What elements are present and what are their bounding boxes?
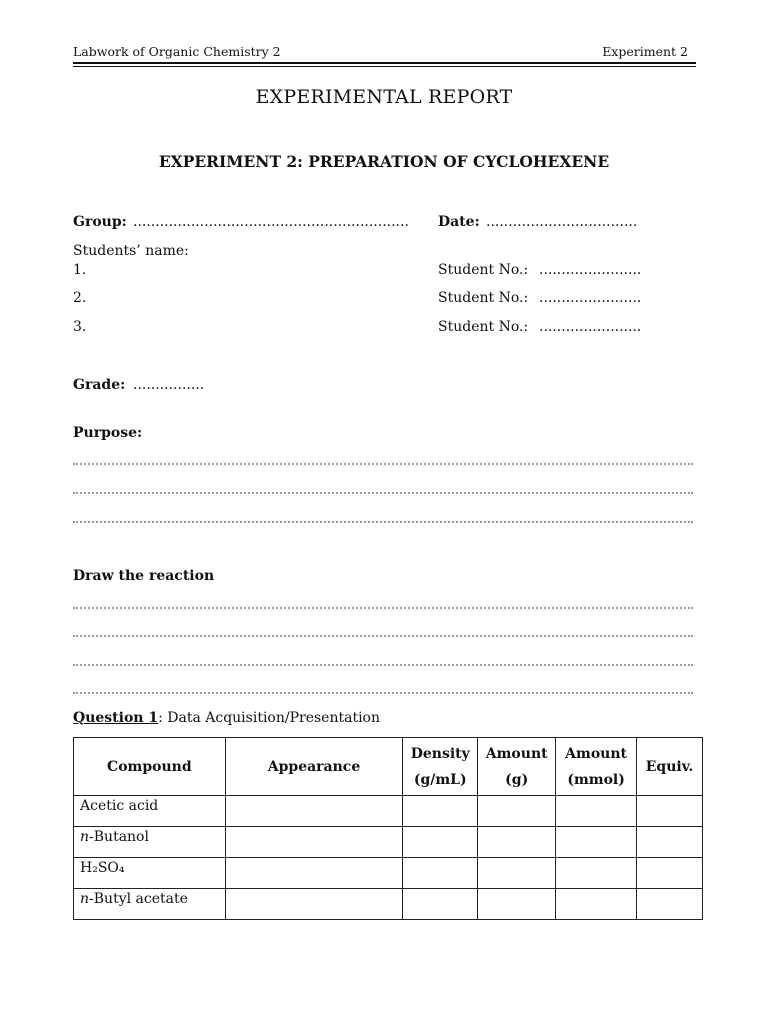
- date-field[interactable]: ..................................: [486, 214, 638, 230]
- course-title: Labwork of Organic Chemistry 2: [73, 44, 281, 59]
- equiv-cell[interactable]: [637, 796, 703, 827]
- column-header-amount-g: Amount (g): [478, 738, 556, 796]
- amount-mmol-cell[interactable]: [556, 889, 637, 920]
- student-number-index: 2.: [73, 290, 87, 306]
- reaction-label: Draw the reaction: [73, 568, 215, 584]
- density-cell[interactable]: [403, 889, 478, 920]
- question-1-text: : Data Acquisition/Presentation: [158, 710, 380, 726]
- compound-cell: H₂SO₄: [74, 858, 226, 889]
- amount-mmol-cell[interactable]: [556, 827, 637, 858]
- student-number-index: 3.: [73, 319, 87, 335]
- reaction-line[interactable]: [73, 664, 693, 666]
- student-no-label: Student No.:: [438, 290, 529, 306]
- column-header-equiv: Equiv.: [637, 738, 703, 796]
- data-table: [73, 737, 703, 920]
- amount-g-cell[interactable]: [478, 889, 556, 920]
- column-header-compound: Compound: [74, 738, 226, 796]
- density-cell[interactable]: [403, 858, 478, 889]
- table-row: [74, 796, 703, 827]
- appearance-cell[interactable]: [225, 889, 403, 920]
- equiv-cell[interactable]: [637, 827, 703, 858]
- column-header-amount-mmol: Amount (mmol): [556, 738, 637, 796]
- students-label: Students’ name:: [73, 243, 189, 259]
- table-row: [74, 889, 703, 920]
- density-cell[interactable]: [403, 827, 478, 858]
- compound-cell: n-Butyl acetate: [74, 889, 226, 920]
- amount-mmol-cell[interactable]: [556, 796, 637, 827]
- student-no-label: Student No.:: [438, 262, 529, 278]
- student-no-field[interactable]: .......................: [539, 290, 642, 306]
- amount-g-cell[interactable]: [478, 858, 556, 889]
- appearance-cell[interactable]: [225, 858, 403, 889]
- reaction-line[interactable]: [73, 692, 693, 694]
- amount-mmol-cell[interactable]: [556, 858, 637, 889]
- header-rule-thin: [73, 66, 696, 67]
- date-label: Date:: [438, 214, 480, 230]
- experiment-title: EXPERIMENT 2: PREPARATION OF CYCLOHEXENE: [158, 152, 610, 171]
- reaction-line[interactable]: [73, 635, 693, 637]
- student-no-label: Student No.:: [438, 319, 529, 335]
- group-label: Group:: [73, 214, 127, 230]
- density-cell[interactable]: [403, 796, 478, 827]
- grade-field[interactable]: ................: [133, 377, 205, 393]
- student-no-field[interactable]: .......................: [539, 262, 642, 278]
- purpose-line[interactable]: [73, 463, 693, 465]
- amount-g-cell[interactable]: [478, 827, 556, 858]
- compound-cell: Acetic acid: [74, 796, 226, 827]
- student-number-index: 1.: [73, 262, 87, 278]
- grade-label: Grade:: [73, 377, 126, 393]
- page-title: EXPERIMENTAL REPORT: [255, 86, 513, 108]
- appearance-cell[interactable]: [225, 796, 403, 827]
- amount-g-cell[interactable]: [478, 796, 556, 827]
- question-1: [73, 710, 380, 726]
- table-row: [74, 858, 703, 889]
- student-no-field[interactable]: .......................: [539, 319, 642, 335]
- table-row: [74, 827, 703, 858]
- reaction-line[interactable]: [73, 607, 693, 609]
- purpose-line[interactable]: [73, 521, 693, 523]
- equiv-cell[interactable]: [637, 889, 703, 920]
- group-field[interactable]: ..............................................................: [133, 214, 409, 230]
- question-1-label: Question 1: [73, 710, 159, 726]
- purpose-line[interactable]: [73, 492, 693, 494]
- running-header: [73, 44, 696, 62]
- table-header-row: [74, 738, 703, 796]
- purpose-label: Purpose:: [73, 425, 143, 441]
- column-header-density: Density (g/mL): [403, 738, 478, 796]
- header-rule-thick: [73, 62, 696, 64]
- column-header-appearance: Appearance: [225, 738, 403, 796]
- compound-cell: n-Butanol: [74, 827, 226, 858]
- appearance-cell[interactable]: [225, 827, 403, 858]
- equiv-cell[interactable]: [637, 858, 703, 889]
- experiment-number: Experiment 2: [602, 44, 688, 59]
